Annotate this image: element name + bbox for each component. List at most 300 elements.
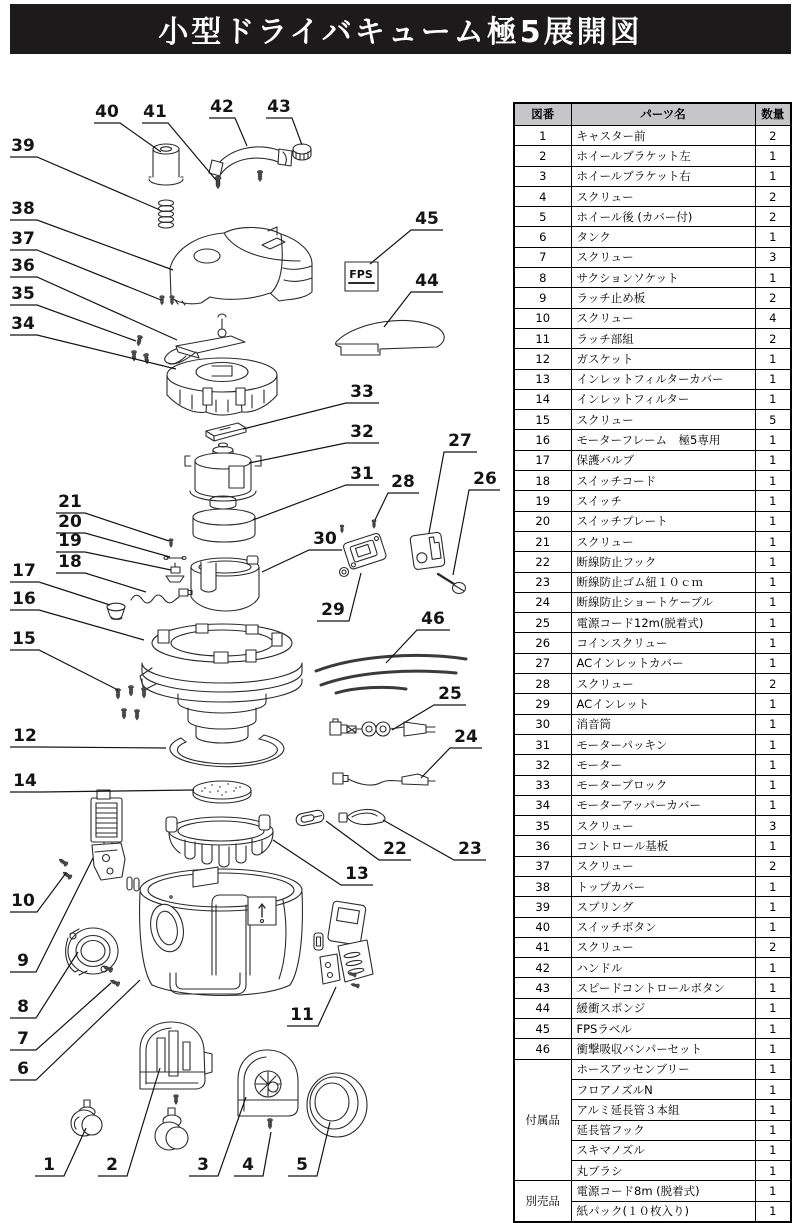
table-cell: 1 bbox=[755, 450, 791, 470]
part-ac-inlet-cover bbox=[410, 532, 445, 570]
table-row bbox=[514, 288, 791, 308]
table-row bbox=[514, 1019, 791, 1039]
part-wheel-bracket-right bbox=[238, 1050, 298, 1116]
table-cell: 延長管フック bbox=[571, 1120, 755, 1140]
table-cell: 紙パック(１０枚入り) bbox=[571, 1201, 755, 1222]
table-row bbox=[514, 958, 791, 978]
callout-number: 41 bbox=[143, 102, 167, 122]
table-cell: スクリュー bbox=[571, 186, 755, 206]
callout-leader-line bbox=[10, 650, 118, 690]
table-cell: 2 bbox=[755, 126, 791, 146]
table-row bbox=[514, 471, 791, 491]
table-cell: ホイールブラケット右 bbox=[571, 166, 755, 186]
table-row bbox=[514, 674, 791, 694]
table-cell: 1 bbox=[755, 755, 791, 775]
table-cell: 1 bbox=[755, 978, 791, 998]
table-cell: 38 bbox=[514, 876, 571, 896]
table-row bbox=[514, 1059, 791, 1079]
table-row bbox=[514, 856, 791, 876]
col-header-qty: 数量 bbox=[755, 103, 791, 126]
table-row bbox=[514, 410, 791, 430]
table-cell: 6 bbox=[514, 227, 571, 247]
callout-number: 35 bbox=[11, 284, 35, 304]
table-cell: 30 bbox=[514, 714, 571, 734]
table-row bbox=[514, 247, 791, 267]
page-title: 小型ドライバキューム極5展開図 bbox=[10, 4, 791, 54]
part-control-board bbox=[165, 314, 245, 364]
callout-number: 13 bbox=[345, 864, 369, 884]
callout-number: 25 bbox=[438, 684, 462, 704]
table-cell: 2 bbox=[755, 288, 791, 308]
table-row bbox=[514, 876, 791, 896]
table-row bbox=[514, 369, 791, 389]
table-cell: 1 bbox=[755, 146, 791, 166]
table-cell: 11 bbox=[514, 328, 571, 348]
table-cell: ACインレット bbox=[571, 694, 755, 714]
callout-number: 27 bbox=[448, 431, 472, 451]
part-speed-control-knob bbox=[293, 144, 311, 160]
part-switch-button bbox=[149, 144, 183, 185]
table-cell: 2 bbox=[755, 186, 791, 206]
part-hook bbox=[295, 809, 325, 827]
table-cell: 1 bbox=[755, 389, 791, 409]
part-power-cord bbox=[330, 719, 435, 736]
table-cell: 1 bbox=[755, 613, 791, 633]
table-row bbox=[514, 775, 791, 795]
callout-number: 42 bbox=[210, 97, 234, 117]
callout-number: 33 bbox=[350, 382, 374, 402]
table-row bbox=[514, 531, 791, 551]
table-cell: サクションソケット bbox=[571, 268, 755, 288]
part-top-cover bbox=[170, 227, 312, 305]
table-row bbox=[514, 1181, 791, 1201]
part-protection-valve bbox=[107, 603, 125, 619]
callout-leader-line bbox=[421, 748, 482, 778]
table-cell: 3 bbox=[755, 247, 791, 267]
table-row bbox=[514, 389, 791, 409]
table-cell: 1 bbox=[755, 1201, 791, 1222]
part-muffler bbox=[191, 556, 259, 611]
table-row bbox=[514, 268, 791, 288]
callout-number: 2 bbox=[106, 1155, 118, 1175]
callout-number: 10 bbox=[11, 891, 35, 911]
table-cell: 1 bbox=[755, 430, 791, 450]
table-cell: 1 bbox=[755, 876, 791, 896]
table-cell: 丸ブラシ bbox=[571, 1161, 755, 1181]
table-cell: 32 bbox=[514, 755, 571, 775]
part-wheel-bracket-left bbox=[140, 1022, 212, 1150]
table-cell: 1 bbox=[755, 633, 791, 653]
callout-leader-line bbox=[253, 485, 379, 520]
table-cell: モーターフレーム 極5専用 bbox=[571, 430, 755, 450]
table-cell: 18 bbox=[514, 471, 571, 491]
callout-leader-line bbox=[370, 230, 443, 264]
part-latch-stop-plate bbox=[91, 790, 125, 880]
part-latch-assembly bbox=[314, 901, 373, 989]
table-cell: モーター bbox=[571, 755, 755, 775]
table-cell: 1 bbox=[755, 572, 791, 592]
table-row bbox=[514, 694, 791, 714]
table-cell: 電源コード12m(脱着式) bbox=[571, 613, 755, 633]
col-header-fig-no: 図番 bbox=[514, 103, 571, 126]
callout-number: 44 bbox=[415, 271, 439, 291]
callout-number: 3 bbox=[197, 1155, 209, 1175]
callout-leader-line bbox=[94, 123, 161, 152]
table-cell: 1 bbox=[755, 836, 791, 856]
part-coin-screw bbox=[438, 574, 466, 594]
table-cell: インレットフィルターカバー bbox=[571, 369, 755, 389]
table-cell: アルミ延長管３本組 bbox=[571, 1100, 755, 1120]
callout-leader-line bbox=[10, 980, 140, 1080]
part-short-cable bbox=[333, 773, 435, 785]
callout-number: 40 bbox=[95, 102, 119, 122]
table-cell: 43 bbox=[514, 978, 571, 998]
table-cell: 24 bbox=[514, 592, 571, 612]
callout-leader-line bbox=[453, 490, 500, 575]
table-cell: 46 bbox=[514, 1039, 571, 1059]
table-cell: 10 bbox=[514, 308, 571, 328]
part-sponge bbox=[336, 320, 445, 355]
table-cell: スクリュー bbox=[571, 937, 755, 957]
callout-number: 11 bbox=[290, 1005, 314, 1025]
table-cell: 断線防止ショートケーブル bbox=[571, 592, 755, 612]
table-cell: 40 bbox=[514, 917, 571, 937]
table-cell: 23 bbox=[514, 572, 571, 592]
table-cell: 1 bbox=[755, 369, 791, 389]
callout-leader-line bbox=[266, 118, 302, 145]
table-row bbox=[514, 714, 791, 734]
callout-number: 46 bbox=[421, 609, 445, 629]
table-cell: インレットフィルター bbox=[571, 389, 755, 409]
part-caster-front bbox=[71, 1100, 102, 1136]
table-cell: ACインレットカバー bbox=[571, 653, 755, 673]
part-screw-21 bbox=[169, 539, 173, 548]
table-row bbox=[514, 937, 791, 957]
table-cell: 1 bbox=[755, 1059, 791, 1079]
table-cell: 35 bbox=[514, 816, 571, 836]
table-cell: 20 bbox=[514, 511, 571, 531]
callout-number: 34 bbox=[11, 314, 35, 334]
table-cell: スクリュー bbox=[571, 247, 755, 267]
table-cell: 1 bbox=[755, 775, 791, 795]
table-cell: スイッチ bbox=[571, 491, 755, 511]
table-cell: スクリュー bbox=[571, 410, 755, 430]
table-cell: トップカバー bbox=[571, 876, 755, 896]
table-cell: 39 bbox=[514, 897, 571, 917]
part-wheel-rear bbox=[307, 1073, 367, 1137]
callout-number: 26 bbox=[473, 469, 497, 489]
callout-leader-line bbox=[10, 335, 176, 369]
callout-number: 17 bbox=[12, 561, 36, 581]
table-cell: 1 bbox=[755, 694, 791, 714]
table-row bbox=[514, 978, 791, 998]
table-cell: 1 bbox=[755, 1039, 791, 1059]
callout-number: 19 bbox=[58, 531, 82, 551]
table-cell: 26 bbox=[514, 633, 571, 653]
table-cell: 1 bbox=[755, 734, 791, 754]
table-cell: 29 bbox=[514, 694, 571, 714]
table-cell: モーターパッキン bbox=[571, 734, 755, 754]
table-cell: 16 bbox=[514, 430, 571, 450]
callout-number: 5 bbox=[296, 1155, 308, 1175]
table-cell: 1 bbox=[755, 917, 791, 937]
table-row bbox=[514, 126, 791, 146]
table-cell: 8 bbox=[514, 268, 571, 288]
table-cell: 1 bbox=[755, 998, 791, 1018]
callout-number: 32 bbox=[350, 422, 374, 442]
fps-label-text: FPS bbox=[349, 268, 373, 281]
table-row bbox=[514, 430, 791, 450]
callout-number: 37 bbox=[11, 229, 35, 249]
callout-number: 1 bbox=[43, 1155, 55, 1175]
callout-leader-line bbox=[375, 493, 419, 520]
part-screw-28 bbox=[372, 520, 376, 529]
table-row bbox=[514, 917, 791, 937]
part-motor bbox=[185, 443, 261, 509]
callout-number: 4 bbox=[242, 1155, 254, 1175]
part-motor-upper-cover bbox=[167, 358, 277, 415]
callout-number: 18 bbox=[58, 552, 82, 572]
table-cell: 1 bbox=[755, 1079, 791, 1099]
table-cell: FPSラベル bbox=[571, 1019, 755, 1039]
table-cell: スプリング bbox=[571, 897, 755, 917]
table-cell: スクリュー bbox=[571, 531, 755, 551]
table-cell: 31 bbox=[514, 734, 571, 754]
table-cell: 断線防止フック bbox=[571, 552, 755, 572]
table-cell: 1 bbox=[755, 511, 791, 531]
callout-number: 31 bbox=[350, 464, 374, 484]
table-row bbox=[514, 998, 791, 1018]
table-row bbox=[514, 795, 791, 815]
table-row bbox=[514, 491, 791, 511]
table-cell: 21 bbox=[514, 531, 571, 551]
table-cell: 1 bbox=[755, 795, 791, 815]
table-cell: 1 bbox=[755, 897, 791, 917]
callout-number: 39 bbox=[11, 136, 35, 156]
table-row bbox=[514, 511, 791, 531]
table-row bbox=[514, 633, 791, 653]
table-cell: 1 bbox=[755, 471, 791, 491]
table-cell: ホースアッセンブリー bbox=[571, 1059, 755, 1079]
table-cell: ラッチ部組 bbox=[571, 328, 755, 348]
callout-leader-line bbox=[56, 573, 146, 592]
table-cell: 1 bbox=[755, 1140, 791, 1160]
table-row bbox=[514, 653, 791, 673]
part-tank bbox=[140, 867, 303, 996]
col-header-part-name: パーツ名 bbox=[571, 103, 755, 126]
table-row bbox=[514, 755, 791, 775]
table-row bbox=[514, 592, 791, 612]
table-cell: 4 bbox=[514, 186, 571, 206]
table-row bbox=[514, 450, 791, 470]
parts-table bbox=[513, 102, 792, 1223]
table-cell: 7 bbox=[514, 247, 571, 267]
part-screws-15 bbox=[115, 686, 146, 720]
table-cell: 1 bbox=[755, 166, 791, 186]
part-screws-37 bbox=[160, 296, 175, 305]
callout-number: 14 bbox=[13, 771, 37, 791]
part-motor-frame bbox=[140, 624, 302, 743]
callout-leader-line bbox=[10, 747, 166, 748]
table-cell: 消音筒 bbox=[571, 714, 755, 734]
table-row bbox=[514, 186, 791, 206]
table-cell: 1 bbox=[755, 531, 791, 551]
table-cell: キャスター前 bbox=[571, 126, 755, 146]
table-cell: タンク bbox=[571, 227, 755, 247]
table-cell: コントロール基板 bbox=[571, 836, 755, 856]
table-row bbox=[514, 836, 791, 856]
part-motor-block bbox=[206, 423, 246, 441]
part-inlet-filter bbox=[193, 781, 251, 803]
callout-leader-line bbox=[209, 118, 247, 146]
callout-number: 30 bbox=[313, 529, 337, 549]
table-cell: 3 bbox=[514, 166, 571, 186]
part-handle bbox=[209, 147, 292, 176]
callout-leader-line bbox=[10, 277, 177, 340]
table-cell: 2 bbox=[755, 207, 791, 227]
table-cell: 44 bbox=[514, 998, 571, 1018]
table-cell: スピードコントロールボタン bbox=[571, 978, 755, 998]
table-cell: 1 bbox=[755, 1181, 791, 1201]
table-cell: 衝撃吸収バンパーセット bbox=[571, 1039, 755, 1059]
table-cell: 12 bbox=[514, 349, 571, 369]
table-cell: 緩衝スポンジ bbox=[571, 998, 755, 1018]
table-cell: ホイール後 (カバー付) bbox=[571, 207, 755, 227]
table-cell: スクリュー bbox=[571, 308, 755, 328]
table-cell: 2 bbox=[755, 328, 791, 348]
table-cell: 28 bbox=[514, 674, 571, 694]
table-cell: 1 bbox=[755, 349, 791, 369]
table-cell: 5 bbox=[755, 410, 791, 430]
callout-number: 29 bbox=[321, 600, 345, 620]
part-clip bbox=[127, 877, 139, 891]
table-row bbox=[514, 734, 791, 754]
table-row bbox=[514, 816, 791, 836]
table-cell: 電源コード8m (脱着式) bbox=[571, 1181, 755, 1201]
table-row bbox=[514, 328, 791, 348]
callout-leader-line bbox=[386, 630, 450, 663]
table-cell: 3 bbox=[755, 816, 791, 836]
table-cell: コインスクリュー bbox=[571, 633, 755, 653]
table-cell: 15 bbox=[514, 410, 571, 430]
callout-number: 8 bbox=[17, 997, 29, 1017]
callout-number: 43 bbox=[267, 97, 291, 117]
table-cell: スクリュー bbox=[571, 816, 755, 836]
table-cell: フロアノズルN bbox=[571, 1079, 755, 1099]
table-cell: 9 bbox=[514, 288, 571, 308]
table-cell: 1 bbox=[755, 592, 791, 612]
table-row bbox=[514, 552, 791, 572]
part-filter-cover bbox=[166, 815, 273, 867]
table-row bbox=[514, 166, 791, 186]
callout-number: 28 bbox=[391, 472, 415, 492]
table-cell: 17 bbox=[514, 450, 571, 470]
table-cell: 2 bbox=[755, 674, 791, 694]
callout-number: 45 bbox=[415, 209, 439, 229]
table-cell: 1 bbox=[755, 1019, 791, 1039]
callout-number: 20 bbox=[58, 512, 82, 532]
callout-number: 21 bbox=[58, 492, 82, 512]
table-cell: スクリュー bbox=[571, 856, 755, 876]
table-cell: スイッチプレート bbox=[571, 511, 755, 531]
callout-number: 9 bbox=[17, 951, 29, 971]
table-cell: 33 bbox=[514, 775, 571, 795]
callout-number: 24 bbox=[454, 727, 478, 747]
callout-number: 23 bbox=[458, 839, 482, 859]
table-cell: 保護バルブ bbox=[571, 450, 755, 470]
callout-leader-line bbox=[262, 550, 342, 572]
table-row bbox=[514, 613, 791, 633]
table-cell: スクリュー bbox=[571, 674, 755, 694]
table-cell: 1 bbox=[755, 958, 791, 978]
part-spring bbox=[159, 200, 174, 228]
table-cell: モーターブロック bbox=[571, 775, 755, 795]
table-row bbox=[514, 308, 791, 328]
table-row bbox=[514, 572, 791, 592]
table-row bbox=[514, 1039, 791, 1059]
part-motor-packing bbox=[193, 509, 255, 542]
table-row bbox=[514, 897, 791, 917]
table-row bbox=[514, 146, 791, 166]
part-switch-cord bbox=[131, 589, 192, 603]
table-cell: 2 bbox=[514, 146, 571, 166]
part-screws-10 bbox=[58, 857, 73, 880]
table-cell: 45 bbox=[514, 1019, 571, 1039]
table-row bbox=[514, 207, 791, 227]
callout-leader-line bbox=[249, 443, 379, 463]
exploded-diagram bbox=[0, 60, 513, 1181]
table-cell: スイッチコード bbox=[571, 471, 755, 491]
part-screw-4 bbox=[267, 1119, 272, 1129]
table-cell: 1 bbox=[755, 653, 791, 673]
table-cell: ガスケット bbox=[571, 349, 755, 369]
table-cell: 1 bbox=[755, 1100, 791, 1120]
table-cell: ホイールブラケット左 bbox=[571, 146, 755, 166]
table-row bbox=[514, 227, 791, 247]
group-label-cell: 別売品 bbox=[514, 1181, 571, 1222]
table-cell: 1 bbox=[755, 227, 791, 247]
table-cell: 34 bbox=[514, 795, 571, 815]
table-cell: 19 bbox=[514, 491, 571, 511]
table-cell: 1 bbox=[755, 552, 791, 572]
callout-number: 22 bbox=[383, 839, 407, 859]
table-cell: 1 bbox=[755, 491, 791, 511]
table-cell: 2 bbox=[755, 856, 791, 876]
table-cell: スイッチボタン bbox=[571, 917, 755, 937]
table-cell: 2 bbox=[755, 937, 791, 957]
table-header-row bbox=[514, 103, 791, 126]
table-row bbox=[514, 349, 791, 369]
table-cell: 37 bbox=[514, 856, 571, 876]
callout-number: 6 bbox=[17, 1059, 29, 1079]
table-cell: 5 bbox=[514, 207, 571, 227]
callout-number: 12 bbox=[13, 726, 37, 746]
table-cell: 27 bbox=[514, 653, 571, 673]
callout-leader-line bbox=[429, 452, 477, 533]
callout-number: 7 bbox=[17, 1029, 29, 1049]
part-ac-inlet bbox=[340, 525, 388, 577]
table-cell: 1 bbox=[755, 714, 791, 734]
table-cell: モーターアッパーカバー bbox=[571, 795, 755, 815]
table-cell: 1 bbox=[755, 1161, 791, 1181]
table-cell: 22 bbox=[514, 552, 571, 572]
table-cell: 1 bbox=[755, 268, 791, 288]
table-cell: スキマノズル bbox=[571, 1140, 755, 1160]
part-switch-plate bbox=[164, 557, 186, 560]
table-cell: ラッチ止め板 bbox=[571, 288, 755, 308]
table-cell: 1 bbox=[755, 1120, 791, 1140]
part-switch bbox=[166, 563, 184, 582]
